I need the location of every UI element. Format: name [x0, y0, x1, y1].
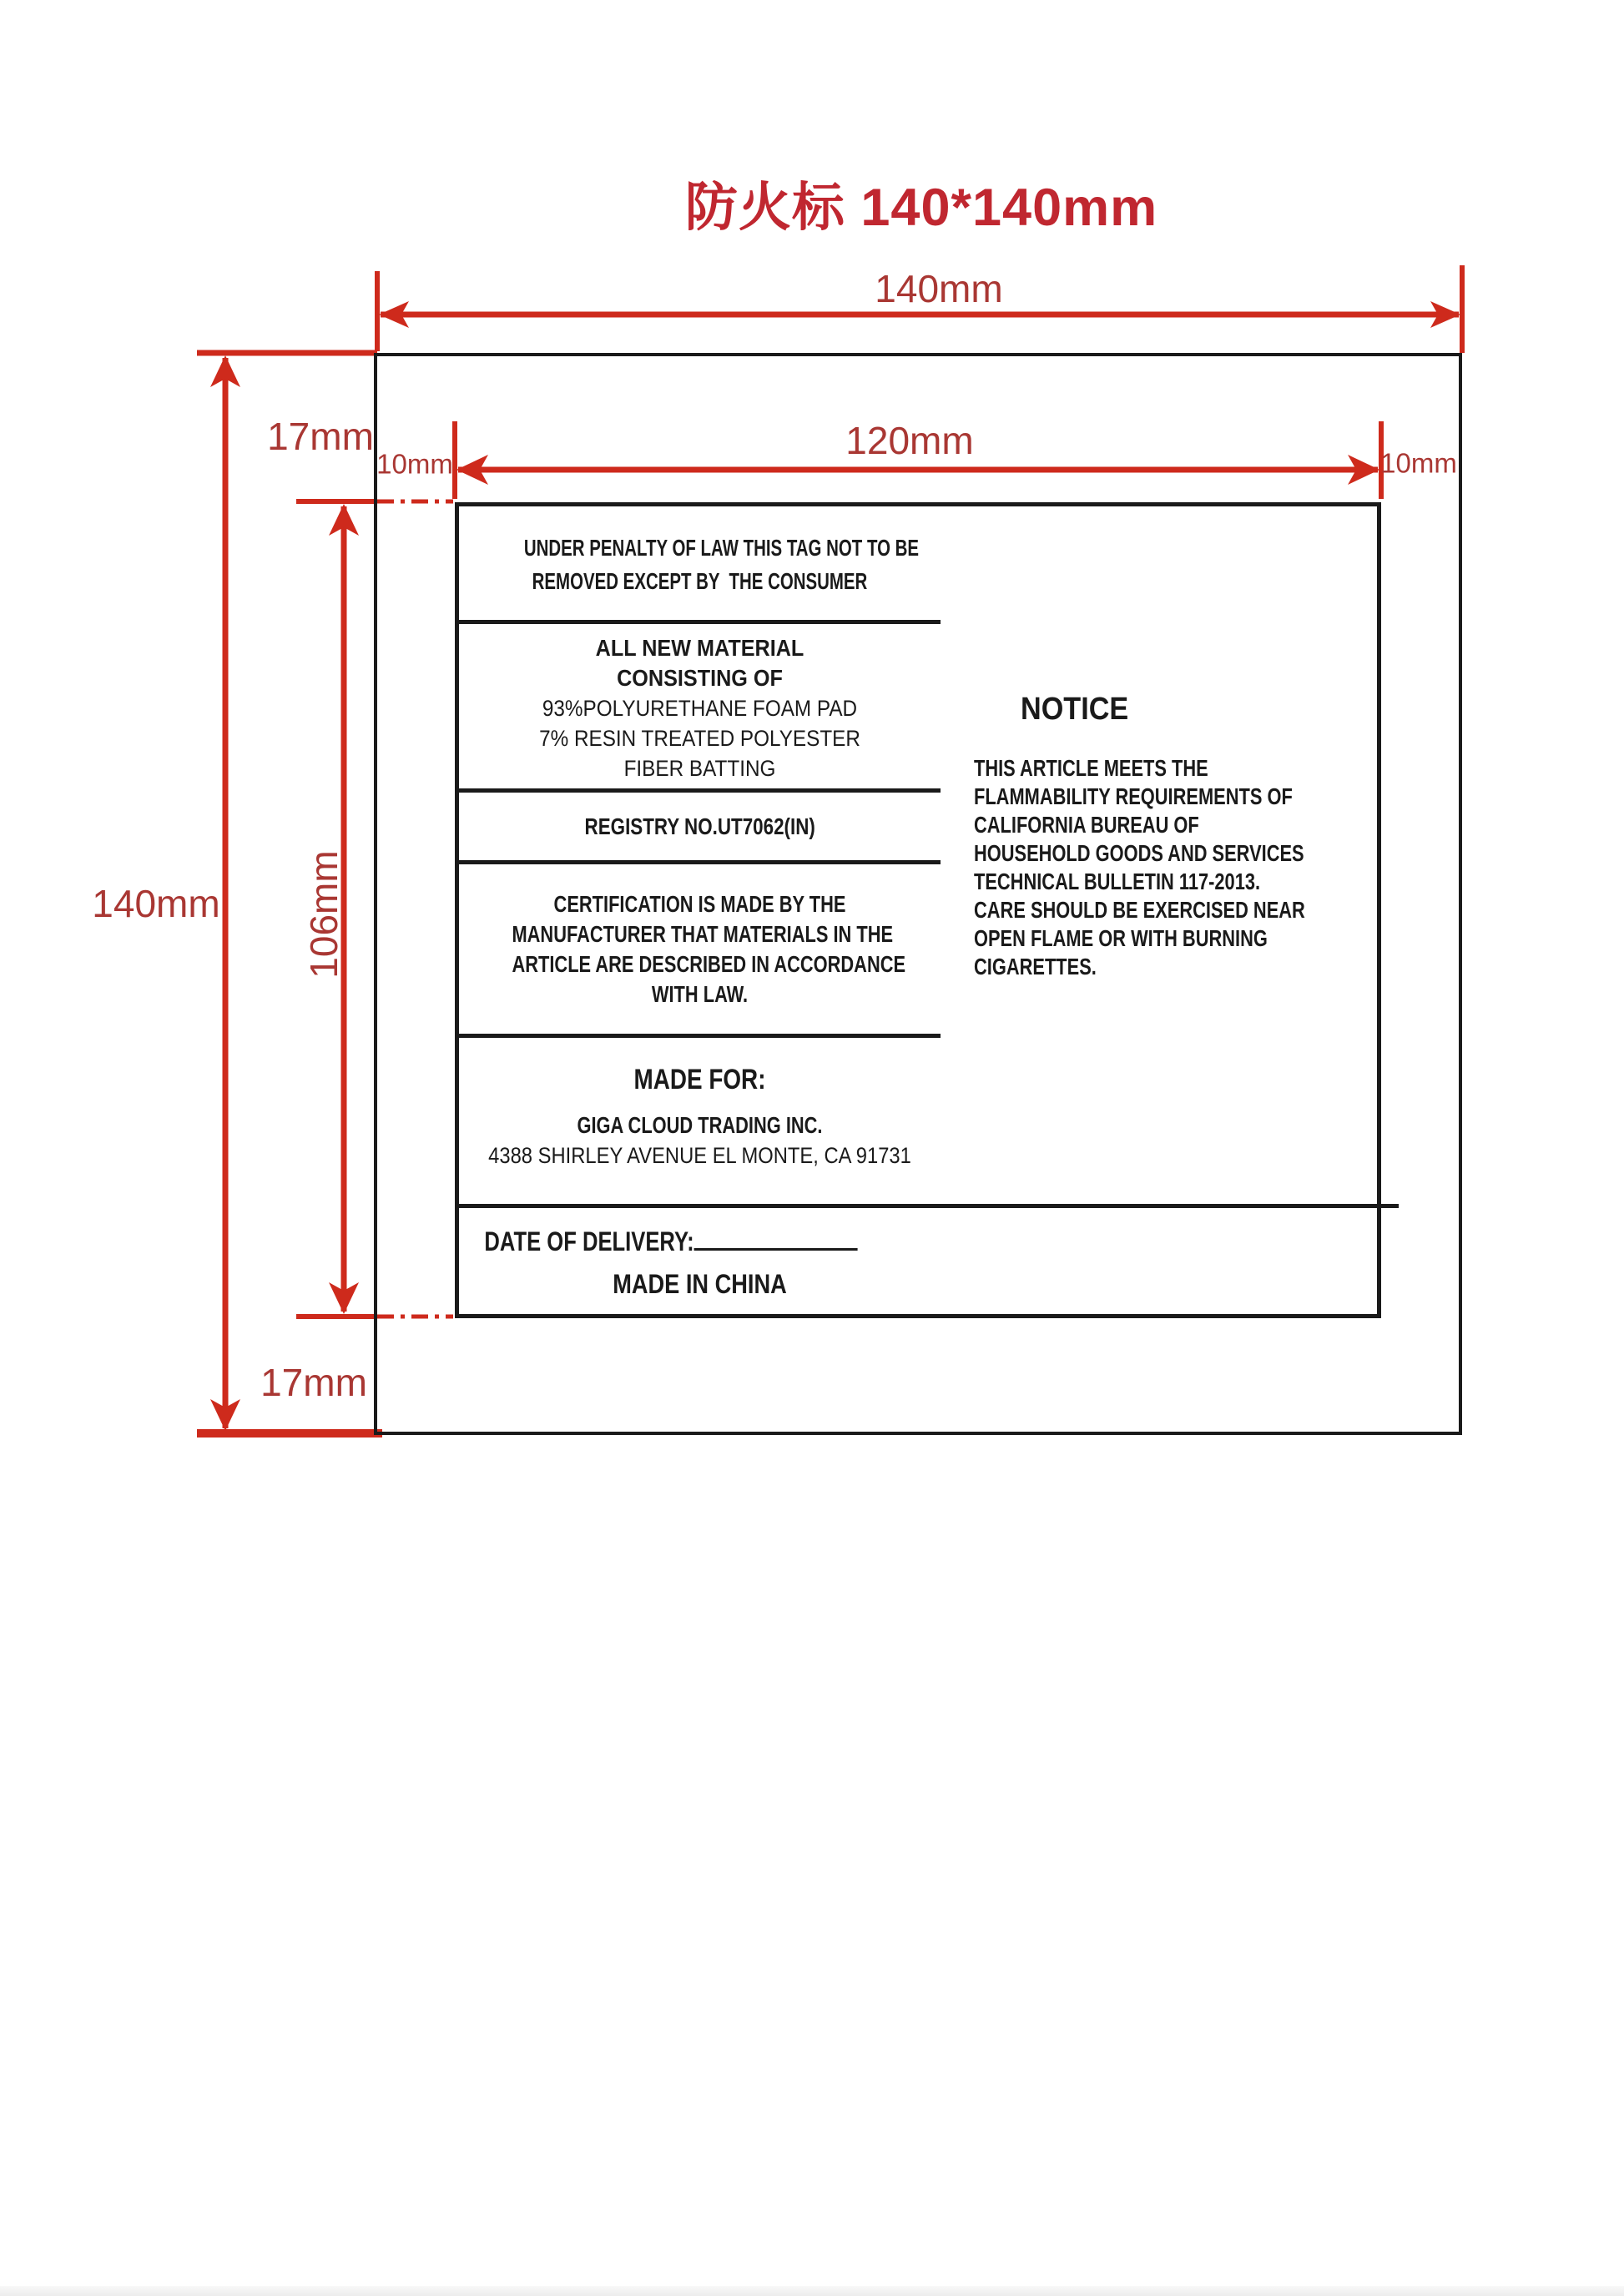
section-delivery [459, 1208, 941, 1314]
made-for-heading: MADE FOR: [633, 1064, 766, 1095]
notice-line: CALIFORNIA BUREAU OF [974, 812, 1199, 838]
section-made-for [459, 1038, 941, 1208]
scan-artifact-strip [0, 2286, 1624, 2296]
made-in-line: MADE IN CHINA [613, 1269, 787, 1299]
notice-line: TECHNICAL BULLETIN 117-2013. [974, 869, 1261, 894]
dim-label-margin-left: 10mm [376, 448, 453, 480]
notice-line: THIS ARTICLE MEETS THE [974, 755, 1208, 781]
section-registry [459, 793, 941, 864]
section-notice [941, 506, 1399, 1208]
delivery-date-blank [694, 1225, 858, 1251]
notice-title: NOTICE [1021, 692, 1129, 727]
notice-line: FLAMMABILITY REQUIREMENTS OF [974, 783, 1293, 809]
materials-line: ALL NEW MATERIAL [595, 635, 804, 661]
company-address: 4388 SHIRLEY AVENUE EL MONTE, CA 91731 [488, 1143, 911, 1168]
arrowhead-down-icon [329, 1282, 359, 1314]
certification-line: CERTIFICATION IS MADE BY THE [553, 891, 846, 917]
delivery-date-label: DATE OF DELIVERY: [484, 1226, 694, 1256]
certification-line: MANUFACTURER THAT MATERIALS IN THE [512, 921, 894, 947]
notice-body [941, 754, 1399, 981]
tag-left-column [459, 506, 941, 1314]
care-tag [455, 502, 1381, 1318]
arrowhead-right-icon [1430, 301, 1460, 328]
materials-line: FIBER BATTING [623, 756, 776, 781]
dim-label-inner-height: 106mm [302, 850, 345, 979]
notice-line: OPEN FLAME OR WITH BURNING [974, 925, 1268, 951]
materials-line: CONSISTING OF [617, 665, 783, 691]
delivery-date-line [459, 1225, 845, 1257]
materials-line: 93%POLYURETHANE FOAM PAD [542, 696, 858, 721]
section-materials [459, 624, 941, 793]
dim-label-inner-width: 120mm [845, 419, 974, 462]
arrowhead-down-icon [210, 1399, 240, 1431]
dim-outer-height [197, 353, 382, 1433]
arrowhead-left-icon [379, 301, 409, 328]
dim-label-margin-right: 10mm [1380, 447, 1457, 479]
certification-line: WITH LAW. [651, 981, 749, 1007]
penalty-line: UNDER PENALTY OF LAW THIS TAG NOT TO BE [523, 535, 920, 561]
penalty-line: REMOVED EXCEPT BY THE CONSUMER [532, 568, 868, 594]
dim-label-outer-width: 140mm [875, 267, 1003, 310]
arrowhead-up-icon [210, 355, 240, 387]
certification-line: ARTICLE ARE DESCRIBED IN ACCORDANCE [512, 951, 906, 977]
dim-label-margin-bottom: 17mm [260, 1361, 367, 1404]
materials-line: 7% RESIN TREATED POLYESTER [539, 726, 860, 751]
notice-line: HOUSEHOLD GOODS AND SERVICES [974, 840, 1304, 866]
page-title: 防火标 140*140mm [684, 179, 1158, 237]
section-penalty-statement [459, 506, 941, 624]
dim-label-margin-top: 17mm [267, 415, 374, 458]
section-certification [459, 864, 941, 1038]
empty-cell [941, 1208, 1399, 1314]
dim-label-outer-height: 140mm [92, 882, 220, 925]
notice-line: CIGARETTES. [974, 954, 1097, 979]
arrowhead-up-icon [329, 504, 359, 536]
tag-right-column [941, 506, 1399, 1314]
notice-line: CARE SHOULD BE EXERCISED NEAR [974, 897, 1305, 923]
company-name: GIGA CLOUD TRADING INC. [577, 1112, 823, 1138]
registry-number: REGISTRY NO.UT7062(IN) [584, 813, 815, 839]
